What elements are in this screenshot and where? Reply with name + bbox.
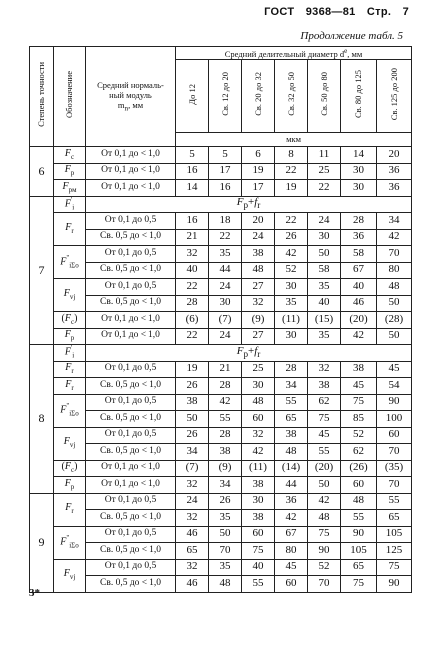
value-cell: 38 — [242, 477, 275, 494]
page-number: 7 — [402, 6, 409, 18]
module-cell: От 0,1 до 0,5 — [86, 394, 176, 411]
value-cell: 34 — [176, 444, 209, 461]
module-cell: От 0,1 до 0,5 — [86, 361, 176, 378]
value-cell: 35 — [209, 559, 242, 576]
value-cell: 26 — [176, 378, 209, 395]
table-row — [30, 147, 412, 164]
table-row — [30, 510, 412, 527]
value-cell: 21 — [209, 361, 242, 378]
value-cell: 48 — [242, 394, 275, 411]
table-row — [30, 295, 412, 312]
value-cell: 24 — [176, 493, 209, 510]
value-cell: 48 — [242, 262, 275, 279]
table-row — [30, 180, 412, 197]
header-diameter-range: До 12 — [176, 60, 209, 133]
value-cell: 36 — [341, 229, 377, 246]
value-cell: 60 — [242, 526, 275, 543]
value-cell: 26 — [209, 493, 242, 510]
value-cell: 14 — [176, 180, 209, 197]
module-cell: От 0,1 до < 1,0 — [86, 180, 176, 197]
table-row — [30, 262, 412, 279]
value-cell: 55 — [209, 411, 242, 428]
value-cell: 5 — [176, 147, 209, 164]
table-row — [30, 394, 412, 411]
value-cell: 28 — [275, 361, 308, 378]
value-cell: 42 — [377, 229, 412, 246]
value-cell: 30 — [209, 295, 242, 312]
value-cell: 75 — [242, 543, 275, 560]
value-cell: 65 — [341, 559, 377, 576]
value-cell: 42 — [209, 394, 242, 411]
value-cell: 48 — [275, 444, 308, 461]
symbol-cell: $F_p$ — [54, 328, 86, 345]
value-cell: 30 — [308, 229, 341, 246]
value-cell: 36 — [275, 493, 308, 510]
value-cell: 42 — [341, 328, 377, 345]
value-cell: 30 — [275, 279, 308, 296]
value-cell: 70 — [209, 543, 242, 560]
gost-number: 9368—81 — [305, 6, 356, 18]
table-row — [30, 411, 412, 428]
value-cell: 75 — [341, 394, 377, 411]
value-cell: 52 — [341, 427, 377, 444]
value-cell: 32 — [176, 477, 209, 494]
value-cell: 34 — [377, 213, 412, 230]
value-cell: 65 — [176, 543, 209, 560]
symbol-cell: $F_r$ — [54, 361, 86, 378]
module-cell: От 0,1 до 0,5 — [86, 493, 176, 510]
value-cell: 48 — [308, 510, 341, 527]
value-cell: 38 — [275, 427, 308, 444]
value-cell: (14) — [275, 460, 308, 477]
table-row — [30, 328, 412, 345]
value-cell: 55 — [242, 576, 275, 593]
value-cell: 40 — [341, 279, 377, 296]
table-row — [30, 543, 412, 560]
value-cell: 50 — [308, 477, 341, 494]
value-cell: 27 — [242, 279, 275, 296]
module-cell: Св. 0,5 до < 1,0 — [86, 510, 176, 527]
value-cell: 26 — [176, 427, 209, 444]
table-row — [30, 427, 412, 444]
value-cell: 32 — [308, 361, 341, 378]
value-cell: 20 — [242, 213, 275, 230]
value-cell: 62 — [341, 444, 377, 461]
symbol-cell: $(F_c)$ — [54, 460, 86, 477]
page-label: Стр. — [366, 6, 392, 18]
value-cell: 100 — [377, 411, 412, 428]
value-cell: 50 — [209, 526, 242, 543]
value-cell: 28 — [209, 378, 242, 395]
value-cell: 48 — [209, 576, 242, 593]
value-cell: 90 — [377, 576, 412, 593]
table-row — [30, 213, 412, 230]
header-diameter-group: Средний делительный диаметр $d^e$, мм — [176, 47, 412, 60]
value-cell: 48 — [341, 493, 377, 510]
symbol-cell: $F_{vj}$ — [54, 559, 86, 592]
value-cell: 105 — [341, 543, 377, 560]
symbol-cell: $F_p$ — [54, 163, 86, 180]
symbol-cell: $F^"_{i\Sigma o}$ — [54, 246, 86, 279]
formula-cell: $F_p+f_r$ — [86, 196, 412, 213]
symbol-cell: $F_{vj}$ — [54, 427, 86, 460]
module-cell: Св. 0,5 до < 1,0 — [86, 576, 176, 593]
value-cell: 44 — [275, 477, 308, 494]
value-cell: 30 — [275, 328, 308, 345]
value-cell: 44 — [209, 262, 242, 279]
table-row — [30, 163, 412, 180]
value-cell: 70 — [377, 477, 412, 494]
symbol-cell: $F'_i$ — [54, 345, 86, 362]
value-cell: 45 — [377, 361, 412, 378]
header-degree: Степень точности — [30, 47, 54, 147]
value-cell: (20) — [341, 312, 377, 329]
value-cell: 90 — [308, 543, 341, 560]
value-cell: (26) — [341, 460, 377, 477]
value-cell: 25 — [308, 163, 341, 180]
symbol-cell: $F_r$ — [54, 213, 86, 246]
value-cell: 36 — [377, 163, 412, 180]
value-cell: 32 — [242, 427, 275, 444]
value-cell: 30 — [242, 493, 275, 510]
value-cell: 58 — [341, 246, 377, 263]
value-cell: 8 — [275, 147, 308, 164]
header-symbol: Обозначение — [54, 47, 86, 147]
table-row — [30, 576, 412, 593]
module-cell: От 0,1 до < 1,0 — [86, 312, 176, 329]
value-cell: 22 — [209, 229, 242, 246]
value-cell: 75 — [308, 411, 341, 428]
value-cell: 34 — [209, 477, 242, 494]
table-row — [30, 279, 412, 296]
value-cell: 30 — [341, 180, 377, 197]
value-cell: 28 — [341, 213, 377, 230]
value-cell: 65 — [377, 510, 412, 527]
value-cell: 80 — [275, 543, 308, 560]
value-cell: 46 — [176, 526, 209, 543]
value-cell: 85 — [341, 411, 377, 428]
value-cell: 22 — [176, 328, 209, 345]
value-cell: 17 — [209, 163, 242, 180]
value-cell: 14 — [341, 147, 377, 164]
value-cell: 27 — [242, 328, 275, 345]
value-cell: 19 — [242, 163, 275, 180]
module-cell: От 0,1 до < 1,0 — [86, 163, 176, 180]
value-cell: (15) — [308, 312, 341, 329]
value-cell: 24 — [209, 279, 242, 296]
module-cell: От 0,1 до 0,5 — [86, 213, 176, 230]
value-cell: 22 — [275, 213, 308, 230]
value-cell: 35 — [209, 246, 242, 263]
symbol-cell: $F_{vj}$ — [54, 279, 86, 312]
value-cell: 17 — [242, 180, 275, 197]
value-cell: 11 — [308, 147, 341, 164]
value-cell: (28) — [377, 312, 412, 329]
value-cell: 67 — [341, 262, 377, 279]
table-row — [30, 477, 412, 494]
value-cell: 35 — [275, 295, 308, 312]
header-diameter-range: Св. 50 до 80 — [308, 60, 341, 133]
value-cell: 65 — [275, 411, 308, 428]
degree-cell: 6 — [30, 147, 54, 197]
module-cell: От 0,1 до 0,5 — [86, 427, 176, 444]
value-cell: 22 — [176, 279, 209, 296]
table-row — [30, 312, 412, 329]
header-diameter-range: Св. 32 до 50 — [275, 60, 308, 133]
table-row — [30, 378, 412, 395]
value-cell: 38 — [341, 361, 377, 378]
value-cell: 40 — [308, 295, 341, 312]
value-cell: 80 — [377, 262, 412, 279]
table-row — [30, 361, 412, 378]
tolerance-table — [29, 46, 412, 593]
value-cell: 22 — [308, 180, 341, 197]
value-cell: 35 — [308, 328, 341, 345]
page-header — [256, 6, 409, 18]
module-cell: Св. 0,5 до < 1,0 — [86, 411, 176, 428]
value-cell: 45 — [275, 559, 308, 576]
value-cell: 50 — [377, 328, 412, 345]
value-cell: 22 — [275, 163, 308, 180]
value-cell: (11) — [242, 460, 275, 477]
table-row — [30, 559, 412, 576]
value-cell: 16 — [176, 213, 209, 230]
value-cell: 32 — [176, 559, 209, 576]
symbol-cell: $F^"_{i\Sigma o}$ — [54, 394, 86, 427]
value-cell: 70 — [308, 576, 341, 593]
value-cell: 70 — [377, 246, 412, 263]
value-cell: 46 — [176, 576, 209, 593]
value-cell: 21 — [176, 229, 209, 246]
module-cell: От 0,1 до < 1,0 — [86, 460, 176, 477]
value-cell: 38 — [209, 444, 242, 461]
value-cell: 38 — [242, 510, 275, 527]
gost-label: ГОСТ — [264, 6, 295, 18]
value-cell: 55 — [275, 394, 308, 411]
symbol-cell: $F'_i$ — [54, 196, 86, 213]
table-row — [30, 493, 412, 510]
symbol-cell: $F_r$ — [54, 493, 86, 526]
table-row — [30, 444, 412, 461]
header-diameter-range: Св. 125 до 200 — [377, 60, 412, 133]
value-cell: 60 — [341, 477, 377, 494]
header-diameter-range: Св. 20 до 32 — [242, 60, 275, 133]
value-cell: 19 — [176, 361, 209, 378]
value-cell: 60 — [275, 576, 308, 593]
value-cell: 70 — [377, 444, 412, 461]
value-cell: 58 — [308, 262, 341, 279]
table-row — [30, 229, 412, 246]
value-cell: 75 — [341, 576, 377, 593]
value-cell: 25 — [242, 361, 275, 378]
module-cell: Св. 0,5 до < 1,0 — [86, 295, 176, 312]
value-cell: 34 — [275, 378, 308, 395]
value-cell: 24 — [308, 213, 341, 230]
value-cell: 38 — [308, 378, 341, 395]
value-cell: 16 — [209, 180, 242, 197]
value-cell: 52 — [308, 559, 341, 576]
table-row — [30, 246, 412, 263]
value-cell: 30 — [341, 163, 377, 180]
header-diameter-range: Св. 80 до 125 — [341, 60, 377, 133]
value-cell: 40 — [176, 262, 209, 279]
value-cell: (35) — [377, 460, 412, 477]
value-cell: 90 — [341, 526, 377, 543]
value-cell: (7) — [209, 312, 242, 329]
symbol-cell: $F^"_{i\Sigma o}$ — [54, 526, 86, 559]
value-cell: 90 — [377, 394, 412, 411]
value-cell: 55 — [308, 444, 341, 461]
degree-cell: 9 — [30, 493, 54, 592]
value-cell: 46 — [341, 295, 377, 312]
formula-cell: $F_p+f_r$ — [86, 345, 412, 362]
value-cell: 60 — [242, 411, 275, 428]
module-cell: Св. 0,5 до < 1,0 — [86, 262, 176, 279]
value-cell: 55 — [377, 493, 412, 510]
value-cell: 60 — [377, 427, 412, 444]
value-cell: 48 — [377, 279, 412, 296]
value-cell: 26 — [275, 229, 308, 246]
value-cell: 28 — [176, 295, 209, 312]
symbol-cell: $F_c$ — [54, 147, 86, 164]
module-cell: От 0,1 до < 1,0 — [86, 147, 176, 164]
page-footer-mark: 3* — [29, 587, 40, 599]
value-cell: 38 — [242, 246, 275, 263]
table-row — [30, 345, 412, 362]
value-cell: 125 — [377, 543, 412, 560]
value-cell: 24 — [209, 328, 242, 345]
degree-cell: 8 — [30, 345, 54, 494]
value-cell: 42 — [275, 510, 308, 527]
value-cell: 45 — [308, 427, 341, 444]
table-row — [30, 460, 412, 477]
table-row — [30, 196, 412, 213]
value-cell: (11) — [275, 312, 308, 329]
value-cell: 105 — [377, 526, 412, 543]
symbol-cell: $F_p$ — [54, 477, 86, 494]
value-cell: 50 — [308, 246, 341, 263]
value-cell: 42 — [308, 493, 341, 510]
value-cell: 16 — [176, 163, 209, 180]
value-cell: 19 — [275, 180, 308, 197]
value-cell: 62 — [308, 394, 341, 411]
module-cell: От 0,1 до 0,5 — [86, 559, 176, 576]
value-cell: 32 — [176, 246, 209, 263]
symbol-cell: $(F_c)$ — [54, 312, 86, 329]
module-cell: От 0,1 до 0,5 — [86, 279, 176, 296]
value-cell: 32 — [242, 295, 275, 312]
header-units: мкм — [176, 133, 412, 147]
value-cell: 35 — [308, 279, 341, 296]
symbol-cell: $F_r$ — [54, 378, 86, 395]
value-cell: 5 — [209, 147, 242, 164]
value-cell: 36 — [377, 180, 412, 197]
value-cell: 50 — [377, 295, 412, 312]
header-diameter-range: Св. 12 до 20 — [209, 60, 242, 133]
value-cell: 24 — [242, 229, 275, 246]
module-cell: От 0,1 до 0,5 — [86, 526, 176, 543]
module-cell: От 0,1 до 0,5 — [86, 246, 176, 263]
value-cell: 18 — [209, 213, 242, 230]
module-cell: Св. 0,5 до < 1,0 — [86, 444, 176, 461]
header-module: Средний нормаль- ный модуль $m_n$, мм — [86, 47, 176, 147]
value-cell: (6) — [176, 312, 209, 329]
symbol-cell: $F_{pм}$ — [54, 180, 86, 197]
value-cell: (9) — [242, 312, 275, 329]
value-cell: 42 — [275, 246, 308, 263]
value-cell: 45 — [341, 378, 377, 395]
module-cell: Св. 0,5 до < 1,0 — [86, 378, 176, 395]
value-cell: 6 — [242, 147, 275, 164]
module-cell: От 0,1 до < 1,0 — [86, 477, 176, 494]
module-cell: От 0,1 до < 1,0 — [86, 328, 176, 345]
value-cell: 40 — [242, 559, 275, 576]
value-cell: 54 — [377, 378, 412, 395]
value-cell: 38 — [176, 394, 209, 411]
value-cell: 75 — [308, 526, 341, 543]
degree-cell: 7 — [30, 196, 54, 345]
module-cell: Св. 0,5 до < 1,0 — [86, 229, 176, 246]
value-cell: 28 — [209, 427, 242, 444]
value-cell: (9) — [209, 460, 242, 477]
value-cell: 55 — [341, 510, 377, 527]
value-cell: (20) — [308, 460, 341, 477]
module-cell: Св. 0,5 до < 1,0 — [86, 543, 176, 560]
table-continuation-title: Продолжение табл. 5 — [300, 30, 403, 42]
value-cell: 75 — [377, 559, 412, 576]
value-cell: 20 — [377, 147, 412, 164]
value-cell: 50 — [176, 411, 209, 428]
value-cell: 32 — [176, 510, 209, 527]
value-cell: 67 — [275, 526, 308, 543]
table-row — [30, 526, 412, 543]
value-cell: 42 — [242, 444, 275, 461]
value-cell: (7) — [176, 460, 209, 477]
value-cell: 52 — [275, 262, 308, 279]
value-cell: 35 — [209, 510, 242, 527]
value-cell: 30 — [242, 378, 275, 395]
